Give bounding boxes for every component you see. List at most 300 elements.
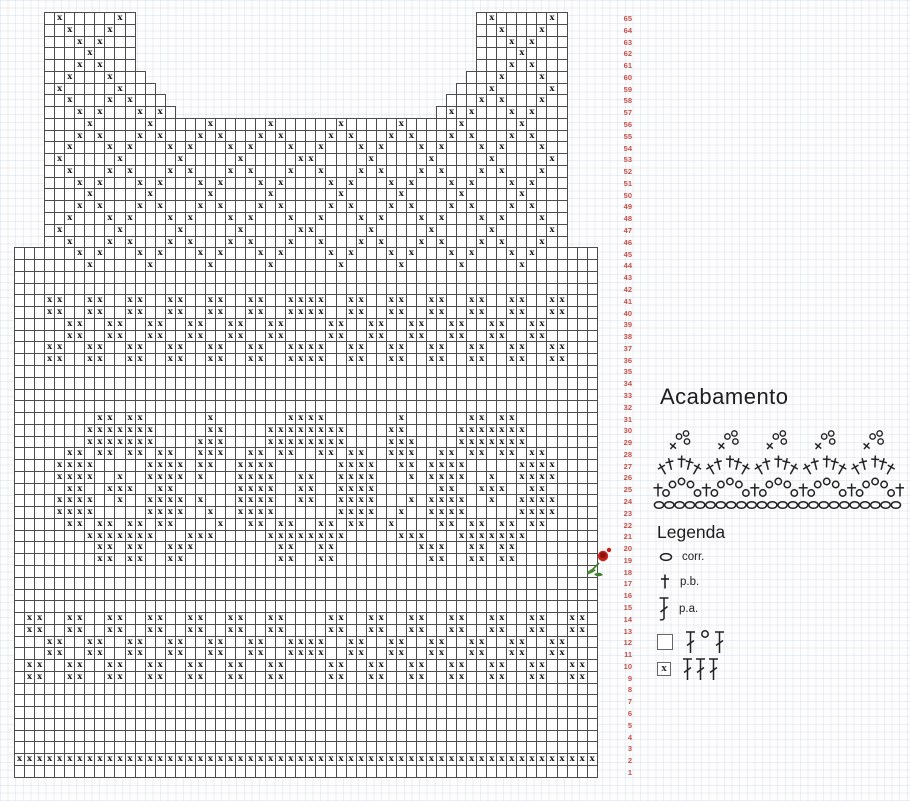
- marked-cell: x: [386, 200, 397, 213]
- marked-cell: x: [265, 753, 276, 766]
- row-number: 56: [623, 120, 632, 130]
- marked-cell: x: [446, 612, 457, 625]
- marked-cell: x: [255, 341, 266, 354]
- marked-cell: x: [456, 188, 467, 201]
- marked-cell: x: [356, 494, 367, 507]
- marked-cell: x: [356, 459, 367, 472]
- marked-cell: x: [557, 636, 568, 649]
- marked-cell: x: [114, 612, 125, 625]
- marked-cell: x: [446, 459, 457, 472]
- marked-cell: x: [64, 612, 75, 625]
- marked-cell: x: [175, 553, 186, 566]
- marked-cell: x: [94, 636, 105, 649]
- marked-cell: x: [135, 353, 146, 366]
- marked-cell: x: [225, 318, 236, 331]
- marked-cell: x: [235, 624, 246, 637]
- marked-cell: x: [54, 636, 65, 649]
- marked-cell: x: [466, 636, 477, 649]
- marked-cell: x: [135, 636, 146, 649]
- marked-cell: x: [225, 330, 236, 343]
- marked-cell: x: [165, 483, 176, 496]
- marked-cell: x: [94, 647, 105, 660]
- marked-cell: x: [265, 318, 276, 331]
- marked-cell: x: [356, 294, 367, 307]
- marked-cell: x: [104, 212, 115, 225]
- marked-cell: x: [135, 412, 146, 425]
- marked-cell: x: [195, 247, 206, 260]
- marked-cell: x: [104, 518, 115, 531]
- marked-cell: x: [496, 518, 507, 531]
- marked-cell: x: [446, 330, 457, 343]
- marked-cell: x: [74, 659, 85, 672]
- marked-cell: x: [557, 647, 568, 660]
- marked-cell: x: [305, 436, 316, 449]
- marked-cell: x: [275, 436, 286, 449]
- marked-cell: x: [536, 447, 547, 460]
- marked-cell: x: [74, 318, 85, 331]
- marked-cell: x: [546, 636, 557, 649]
- marked-cell: x: [325, 753, 336, 766]
- marked-cell: x: [466, 177, 477, 190]
- row-number: 23: [623, 508, 632, 518]
- marked-cell: x: [34, 612, 45, 625]
- marked-cell: x: [104, 71, 115, 84]
- grid-row: [15, 765, 598, 778]
- marked-cell: x: [516, 353, 527, 366]
- marked-cell: x: [155, 483, 166, 496]
- marked-cell: x: [125, 647, 136, 660]
- marked-cell: x: [195, 753, 206, 766]
- marked-cell: x: [185, 530, 196, 543]
- marked-cell: x: [135, 541, 146, 554]
- x-square-icon: x: [657, 662, 671, 676]
- marked-cell: x: [536, 659, 547, 672]
- marked-cell: x: [195, 447, 206, 460]
- marked-cell: x: [486, 624, 497, 637]
- marked-cell: x: [426, 494, 437, 507]
- marked-cell: x: [165, 506, 176, 519]
- marked-cell: x: [336, 459, 347, 472]
- marked-cell: x: [446, 483, 457, 496]
- marked-cell: x: [275, 247, 286, 260]
- marked-cell: x: [315, 412, 326, 425]
- marked-cell: x: [416, 659, 427, 672]
- marked-cell: x: [155, 459, 166, 472]
- marked-cell: x: [305, 153, 316, 166]
- marked-cell: x: [356, 341, 367, 354]
- marked-cell: x: [386, 647, 397, 660]
- marked-cell: x: [114, 753, 125, 766]
- row-number: 63: [623, 37, 632, 47]
- row-number: 22: [623, 520, 632, 530]
- marked-cell: x: [336, 259, 347, 272]
- marked-cell: x: [265, 483, 276, 496]
- marked-cell: x: [496, 424, 507, 437]
- marked-cell: x: [356, 506, 367, 519]
- marked-cell: x: [446, 318, 457, 331]
- marked-cell: x: [366, 624, 377, 637]
- marked-cell: x: [295, 306, 306, 319]
- marked-cell: x: [446, 200, 457, 213]
- marked-cell: x: [456, 459, 467, 472]
- marked-cell: x: [536, 494, 547, 507]
- marked-cell: x: [446, 518, 457, 531]
- marked-cell: x: [175, 341, 186, 354]
- marked-cell: x: [386, 424, 397, 437]
- marked-cell: x: [376, 212, 387, 225]
- marked-cell: x: [275, 177, 286, 190]
- marked-cell: x: [516, 494, 527, 507]
- marked-cell: x: [436, 141, 447, 154]
- row-number: 39: [623, 320, 632, 330]
- marked-cell: x: [325, 624, 336, 637]
- marked-cell: x: [245, 647, 256, 660]
- pattern-grid: [15, 13, 598, 778]
- marked-cell: x: [285, 541, 296, 554]
- marked-cell: x: [426, 541, 437, 554]
- marked-cell: x: [155, 330, 166, 343]
- marked-cell: x: [205, 353, 216, 366]
- marked-cell: x: [94, 518, 105, 531]
- marked-cell: x: [265, 530, 276, 543]
- marked-cell: x: [215, 436, 226, 449]
- marked-cell: x: [255, 306, 266, 319]
- marked-cell: x: [366, 471, 377, 484]
- marked-cell: x: [265, 459, 276, 472]
- marked-cell: x: [526, 247, 537, 260]
- row-number: 19: [623, 555, 632, 565]
- marked-cell: x: [466, 106, 477, 119]
- marked-cell: x: [506, 130, 517, 143]
- marked-cell: x: [145, 624, 156, 637]
- marked-cell: x: [336, 753, 347, 766]
- marked-cell: x: [175, 636, 186, 649]
- marked-cell: x: [356, 636, 367, 649]
- marked-cell: x: [285, 141, 296, 154]
- marked-cell: x: [84, 647, 95, 660]
- marked-cell: x: [135, 424, 146, 437]
- row-number: 9: [627, 673, 632, 683]
- marked-cell: x: [64, 212, 75, 225]
- marked-cell: x: [225, 659, 236, 672]
- marked-cell: x: [94, 247, 105, 260]
- marked-cell: x: [546, 471, 557, 484]
- marked-cell: x: [94, 412, 105, 425]
- marked-cell: x: [446, 471, 457, 484]
- marked-cell: x: [315, 518, 326, 531]
- marked-cell: x: [205, 436, 216, 449]
- marked-cell: x: [195, 318, 206, 331]
- marked-cell: x: [125, 483, 136, 496]
- marked-cell: x: [315, 530, 326, 543]
- marked-cell: x: [476, 753, 487, 766]
- row-number: 12: [623, 638, 632, 648]
- marked-cell: x: [466, 341, 477, 354]
- marked-cell: x: [426, 294, 437, 307]
- marked-cell: x: [416, 624, 427, 637]
- marked-cell: x: [64, 236, 75, 249]
- marked-cell: x: [265, 624, 276, 637]
- marked-cell: x: [125, 165, 136, 178]
- marked-cell: x: [175, 471, 186, 484]
- marked-cell: x: [466, 541, 477, 554]
- rose-marker-icon: [584, 546, 614, 578]
- marked-cell: x: [195, 330, 206, 343]
- marked-cell: x: [376, 318, 387, 331]
- marked-cell: x: [64, 494, 75, 507]
- marked-cell: x: [195, 671, 206, 684]
- marked-cell: x: [114, 671, 125, 684]
- marked-cell: x: [275, 624, 286, 637]
- marked-cell: x: [506, 518, 517, 531]
- marked-cell: x: [54, 12, 65, 25]
- marked-cell: x: [396, 459, 407, 472]
- marked-cell: x: [64, 753, 75, 766]
- marked-cell: x: [426, 153, 437, 166]
- marked-cell: x: [285, 424, 296, 437]
- marked-cell: x: [74, 459, 85, 472]
- row-number: 27: [623, 461, 632, 471]
- marked-cell: x: [94, 106, 105, 119]
- marked-cell: x: [74, 753, 85, 766]
- marked-cell: x: [84, 424, 95, 437]
- marked-cell: x: [346, 177, 357, 190]
- marked-cell: x: [376, 624, 387, 637]
- marked-cell: x: [94, 424, 105, 437]
- marked-cell: x: [396, 294, 407, 307]
- marked-cell: x: [255, 447, 266, 460]
- marked-cell: x: [536, 518, 547, 531]
- marked-cell: x: [305, 647, 316, 660]
- marked-cell: x: [24, 612, 35, 625]
- marked-cell: x: [255, 177, 266, 190]
- marked-cell: x: [64, 471, 75, 484]
- marked-cell: x: [175, 153, 186, 166]
- marked-cell: x: [265, 118, 276, 131]
- marked-cell: x: [325, 447, 336, 460]
- marked-cell: x: [466, 518, 477, 531]
- marked-cell: x: [195, 459, 206, 472]
- marked-cell: x: [275, 541, 286, 554]
- marked-cell: x: [54, 494, 65, 507]
- marked-cell: x: [406, 530, 417, 543]
- marked-cell: x: [135, 518, 146, 531]
- marked-cell: x: [406, 247, 417, 260]
- marked-cell: x: [104, 94, 115, 107]
- marked-cell: x: [14, 753, 25, 766]
- marked-cell: x: [406, 671, 417, 684]
- row-number: 35: [623, 367, 632, 377]
- marked-cell: x: [406, 447, 417, 460]
- marked-cell: x: [456, 436, 467, 449]
- marked-cell: x: [265, 188, 276, 201]
- marked-cell: x: [305, 530, 316, 543]
- marked-cell: x: [426, 341, 437, 354]
- marked-cell: x: [74, 506, 85, 519]
- marked-cell: x: [546, 12, 557, 25]
- marked-cell: x: [466, 130, 477, 143]
- marked-cell: x: [205, 647, 216, 660]
- row-number: 55: [623, 131, 632, 141]
- marked-cell: x: [64, 318, 75, 331]
- marked-cell: x: [567, 612, 578, 625]
- marked-cell: x: [506, 647, 517, 660]
- marked-cell: x: [506, 753, 517, 766]
- marked-cell: x: [436, 459, 447, 472]
- marked-cell: x: [346, 353, 357, 366]
- marked-cell: x: [436, 212, 447, 225]
- marked-cell: x: [536, 94, 547, 107]
- marked-cell: x: [104, 659, 115, 672]
- marked-cell: x: [486, 483, 497, 496]
- marked-cell: x: [416, 330, 427, 343]
- marked-cell: x: [486, 753, 497, 766]
- row-number: 46: [623, 237, 632, 247]
- marked-cell: x: [265, 494, 276, 507]
- marked-cell: x: [275, 671, 286, 684]
- legend-label-pb: p.b.: [680, 575, 700, 588]
- marked-cell: x: [114, 494, 125, 507]
- marked-cell: x: [205, 412, 216, 425]
- marked-cell: x: [516, 118, 527, 131]
- marked-cell: x: [215, 130, 226, 143]
- marked-cell: x: [215, 353, 226, 366]
- marked-cell: x: [255, 636, 266, 649]
- marked-cell: x: [225, 236, 236, 249]
- marked-cell: x: [285, 306, 296, 319]
- marked-cell: x: [155, 177, 166, 190]
- marked-cell: x: [436, 483, 447, 496]
- marked-cell: x: [94, 341, 105, 354]
- marked-cell: x: [245, 494, 256, 507]
- marked-cell: x: [225, 212, 236, 225]
- marked-cell: x: [185, 141, 196, 154]
- row-number: 18: [623, 567, 632, 577]
- marked-cell: x: [64, 459, 75, 472]
- finishing-heading: Acabamento: [660, 384, 789, 409]
- marked-cell: x: [205, 506, 216, 519]
- marked-cell: x: [235, 494, 246, 507]
- marked-cell: x: [165, 459, 176, 472]
- marked-cell: x: [436, 471, 447, 484]
- marked-cell: x: [526, 624, 537, 637]
- marked-cell: x: [275, 753, 286, 766]
- marked-cell: x: [275, 659, 286, 672]
- marked-cell: x: [295, 341, 306, 354]
- marked-cell: x: [84, 118, 95, 131]
- marked-cell: x: [315, 636, 326, 649]
- marked-cell: x: [215, 247, 226, 260]
- marked-cell: x: [536, 471, 547, 484]
- marked-cell: x: [265, 471, 276, 484]
- marked-cell: x: [285, 341, 296, 354]
- marked-cell: x: [104, 624, 115, 637]
- marked-cell: x: [145, 424, 156, 437]
- marked-cell: x: [265, 506, 276, 519]
- marked-cell: x: [44, 753, 55, 766]
- row-number: 42: [623, 284, 632, 294]
- marked-cell: x: [225, 141, 236, 154]
- marked-cell: x: [215, 636, 226, 649]
- marked-cell: x: [476, 447, 487, 460]
- marked-cell: x: [215, 647, 226, 660]
- marked-cell: x: [215, 306, 226, 319]
- marked-cell: x: [155, 506, 166, 519]
- marked-cell: x: [456, 118, 467, 131]
- marked-cell: x: [104, 165, 115, 178]
- row-number: 59: [623, 84, 632, 94]
- marked-cell: x: [436, 236, 447, 249]
- marked-cell: x: [546, 294, 557, 307]
- marked-cell: x: [396, 447, 407, 460]
- marked-cell: x: [506, 200, 517, 213]
- marked-cell: x: [416, 318, 427, 331]
- marked-cell: x: [205, 753, 216, 766]
- marked-cell: x: [74, 612, 85, 625]
- marked-cell: x: [84, 188, 95, 201]
- marked-cell: x: [215, 341, 226, 354]
- marked-cell: x: [325, 130, 336, 143]
- marked-cell: x: [165, 636, 176, 649]
- marked-cell: x: [84, 47, 95, 60]
- marked-cell: x: [94, 59, 105, 72]
- marked-cell: x: [386, 130, 397, 143]
- marked-cell: x: [366, 612, 377, 625]
- row-number: 51: [623, 178, 632, 188]
- marked-cell: x: [356, 647, 367, 660]
- marked-cell: x: [285, 436, 296, 449]
- marked-cell: x: [104, 424, 115, 437]
- marked-cell: x: [466, 412, 477, 425]
- marked-cell: x: [336, 471, 347, 484]
- marked-cell: x: [346, 200, 357, 213]
- marked-cell: x: [346, 247, 357, 260]
- marked-cell: x: [396, 412, 407, 425]
- marked-cell: x: [104, 753, 115, 766]
- marked-cell: x: [125, 530, 136, 543]
- marked-cell: x: [456, 471, 467, 484]
- marked-cell: x: [406, 612, 417, 625]
- marked-cell: x: [94, 541, 105, 554]
- marked-cell: x: [446, 130, 457, 143]
- marked-cell: x: [325, 541, 336, 554]
- marked-cell: x: [396, 259, 407, 272]
- marked-cell: x: [74, 36, 85, 49]
- marked-cell: x: [356, 141, 367, 154]
- marked-cell: x: [506, 59, 517, 72]
- row-number: 26: [623, 473, 632, 483]
- marked-cell: x: [436, 494, 447, 507]
- marked-cell: x: [536, 612, 547, 625]
- marked-cell: x: [516, 471, 527, 484]
- marked-cell: x: [104, 483, 115, 496]
- marked-cell: x: [225, 753, 236, 766]
- marked-cell: x: [255, 753, 266, 766]
- row-number: 29: [623, 438, 632, 448]
- marked-cell: x: [275, 330, 286, 343]
- marked-cell: x: [245, 506, 256, 519]
- marked-cell: x: [165, 306, 176, 319]
- marked-cell: x: [466, 753, 477, 766]
- marked-cell: x: [135, 130, 146, 143]
- marked-cell: x: [135, 177, 146, 190]
- marked-cell: x: [84, 753, 95, 766]
- marked-cell: x: [64, 165, 75, 178]
- marked-cell: x: [185, 165, 196, 178]
- marked-cell: x: [546, 306, 557, 319]
- marked-cell: x: [406, 318, 417, 331]
- marked-cell: x: [526, 518, 537, 531]
